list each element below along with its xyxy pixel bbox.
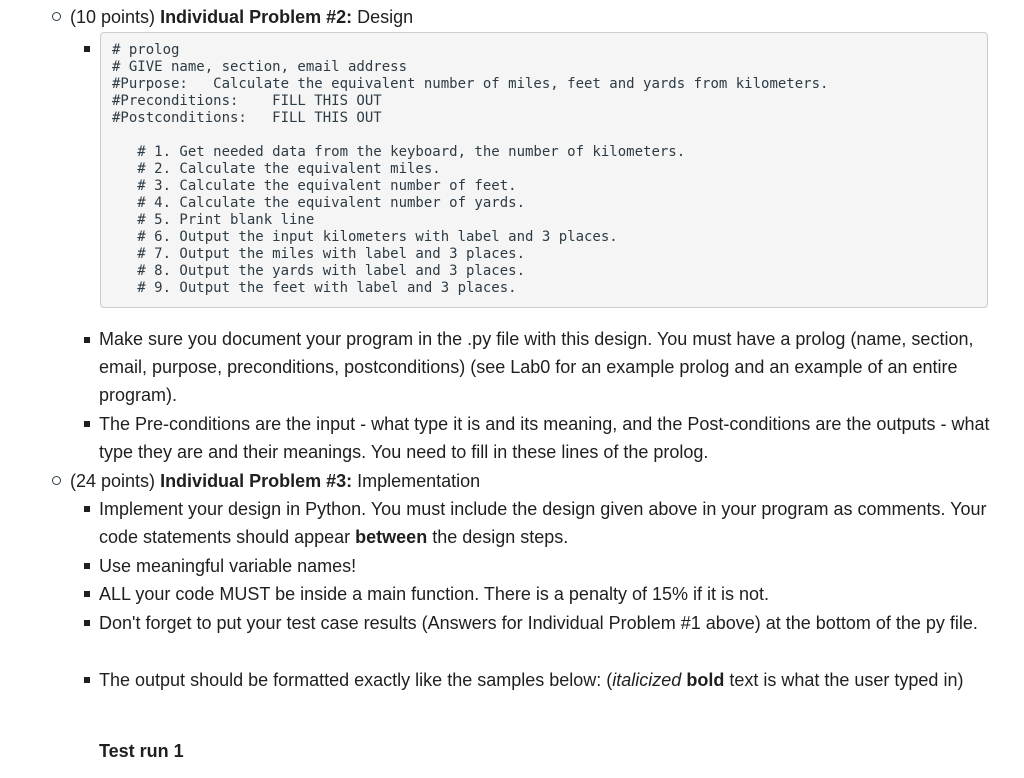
circle-bullet-icon (52, 476, 61, 485)
problem-3-name: Implementation (357, 471, 481, 491)
code-line: # 1. Get needed data from the keyboard, the number of kilometers. (112, 144, 686, 160)
bullet-pre-post-conditions: The Pre-conditions are the input - what type it is and its meaning, and the Post-conditions are the outputs - what type they are and their meanings. You need to fill in these lines of the prolog. (99, 414, 990, 462)
italicized-text: italicized (612, 670, 682, 690)
bullet-main-function: ALL your code MUST be inside a main function. There is a penalty of 15% if it is not. (99, 584, 770, 604)
problem-3-title: Individual Problem #3: (160, 471, 353, 491)
square-bullet-icon (84, 591, 90, 597)
code-line: # 4. Calculate the equivalent number of yards. (112, 195, 526, 211)
code-line: # 9. Output the feet with label and 3 places. (112, 280, 517, 296)
code-line: # 8. Output the yards with label and 3 places. (112, 263, 526, 279)
square-bullet-icon (84, 563, 90, 569)
problem-3-points: (24 points) (70, 471, 156, 491)
circle-bullet-icon (52, 12, 61, 21)
square-bullet-icon (84, 337, 90, 343)
square-bullet-icon (84, 620, 90, 626)
code-line: #Purpose: Calculate the equivalent number of miles, feet and yards from kilometers. (112, 76, 829, 92)
problem-2-name: Design (357, 7, 414, 27)
square-bullet-icon (84, 677, 90, 683)
test-run-heading: Test run 1 (99, 741, 184, 761)
code-line: #Preconditions: FILL THIS OUT (112, 93, 382, 109)
implement-tail: the design steps. (427, 527, 569, 547)
bullet-output-format (99, 666, 999, 694)
code-line: # 6. Output the input kilometers with label and 3 places. (112, 229, 618, 245)
code-line: # prolog (112, 42, 180, 58)
design-code-block (100, 32, 988, 308)
problem-2-title: Individual Problem #2: (160, 7, 353, 27)
problem-3-heading (52, 467, 480, 495)
bullet-test-case-results: Don't forget to put your test case results (Answers for Individual Problem #1 above) at the bottom of the py file. (99, 613, 978, 633)
code-line: # 2. Calculate the equivalent miles. (112, 161, 441, 177)
code-line: # GIVE name, section, email address (112, 59, 408, 75)
problem-2-points: (10 points) (70, 7, 156, 27)
bullet-document-program: Make sure you document your program in the .py file with this design. You must have a prolog (name, section, email, purpose, preconditions, postconditions) (see Lab0 for an example prolog and an example of an entire program). (99, 329, 974, 405)
between-bold-text: between (355, 527, 428, 547)
square-bullet-icon (84, 46, 90, 52)
output-format-tail: text is what the user typed in) (724, 670, 964, 690)
bold-text: bold (686, 670, 725, 690)
square-bullet-icon (84, 421, 90, 427)
code-line (112, 127, 987, 144)
square-bullet-icon (84, 506, 90, 512)
bullet-implement-design (99, 495, 999, 551)
code-line: #Postconditions: FILL THIS OUT (112, 110, 382, 126)
problem-2-heading (52, 3, 413, 31)
implement-text: Implement your design in Python. You must include the design given above in your program as comments. Your code statements should appear (99, 499, 987, 547)
bullet-variable-names: Use meaningful variable names! (99, 556, 357, 576)
code-line: # 5. Print blank line (112, 212, 315, 228)
code-text (101, 33, 987, 297)
code-line: # 7. Output the miles with label and 3 places. (112, 246, 526, 262)
output-format-text: The output should be formatted exactly like the samples below: ( (99, 670, 613, 690)
code-line: # 3. Calculate the equivalent number of feet. (112, 178, 517, 194)
